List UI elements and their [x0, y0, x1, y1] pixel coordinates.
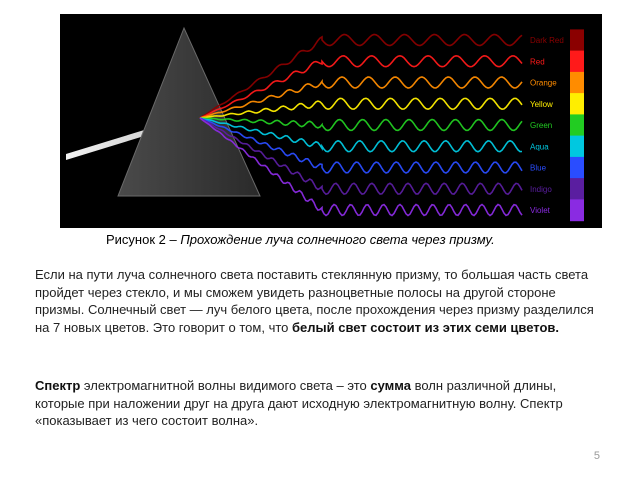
paragraph-spectrum-definition [35, 377, 605, 430]
bar-segment-violet [570, 199, 584, 221]
bar-segment-aqua [570, 136, 584, 158]
band-label-dark-red: Dark Red [530, 36, 564, 45]
band-label-yellow: Yellow [530, 99, 553, 109]
band-label-violet: Violet [530, 206, 550, 215]
paragraph1-text: Если на пути луча солнечного света поставить стеклянную призму, то большая часть света пройдет через стекло, и мы сможем увидеть разноцветные полосы на другой стороне призмы. Солнечный свет — луч белого цвета, после прохождения через призму разделился на 7 новых цветов. Это говорит о том, что [35, 267, 594, 335]
term-spectrum: Спектр [35, 378, 81, 393]
bar-segment-orange [570, 72, 584, 94]
spectrum-color-bar [570, 29, 584, 221]
band-label-green: Green [530, 121, 553, 130]
prism-spectrum-figure [60, 14, 602, 228]
figure-caption [106, 232, 495, 247]
term-sum: сумма [370, 378, 411, 393]
band-label-indigo: Indigo [530, 184, 552, 194]
band-label-red: Red [530, 57, 545, 67]
bar-segment-red [570, 51, 584, 73]
caption-title: Прохождение луча солнечного света через призму. [180, 232, 495, 247]
bar-segment-yellow [570, 93, 584, 115]
paragraph1-bold: белый свет состоит из этих семи цветов. [292, 319, 560, 335]
band-label-orange: Orange [530, 78, 557, 88]
paragraph2-text-a: электромагнитной волны видимого света – это [80, 378, 371, 393]
bar-segment-dark-red [570, 29, 584, 51]
page-number: 5 [593, 450, 600, 462]
bar-segment-indigo [570, 178, 584, 200]
band-label-aqua: Aqua [530, 142, 549, 152]
bar-segment-blue [570, 157, 584, 179]
paragraph2-text-b: волн различной длины, которые при наложении друг на друга дают исходную электромагнитную волну. Спектр «показывает из чего состоит волна». [35, 378, 563, 429]
bar-segment-green [570, 114, 584, 136]
paragraph-prism-explanation [35, 266, 605, 336]
band-label-blue: Blue [530, 163, 547, 173]
prism-illustration [60, 14, 602, 228]
caption-prefix: Рисунок 2 – [106, 232, 181, 247]
